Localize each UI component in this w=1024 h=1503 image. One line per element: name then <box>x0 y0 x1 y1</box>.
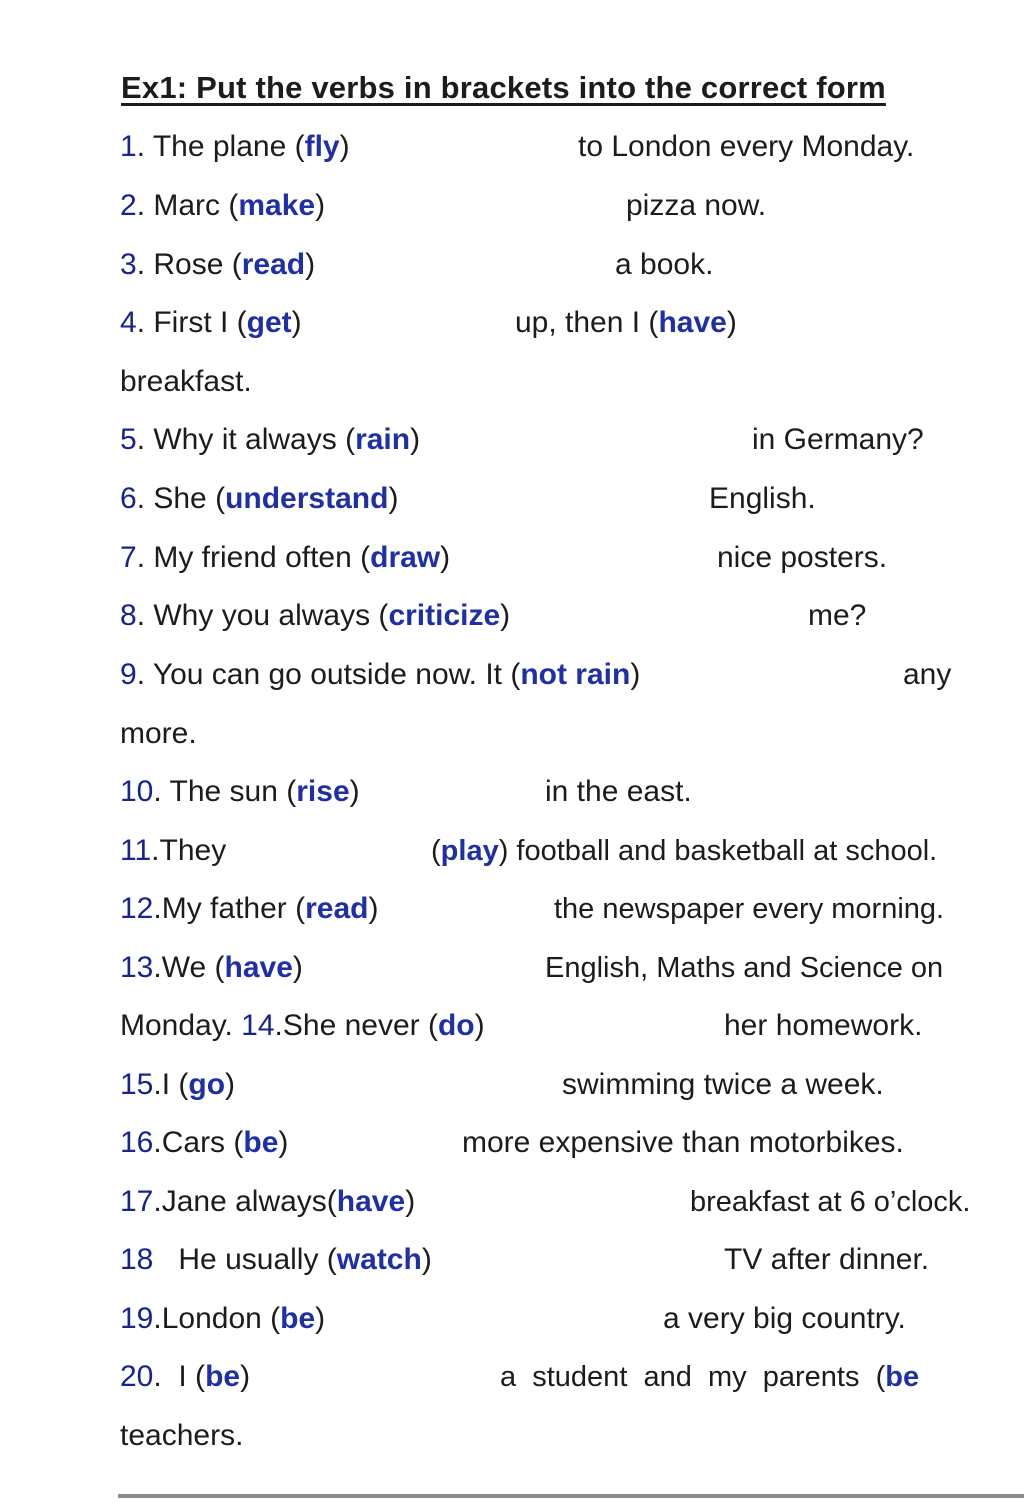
item-20-prompt: 20. I (be) <box>120 1360 251 1393</box>
item-number: 5 <box>120 423 137 456</box>
item-number: 14 <box>241 1009 275 1042</box>
item-6-rest: English. <box>709 482 816 515</box>
verb-hint: rise <box>296 775 350 808</box>
item-13-prompt: 13.We (have) <box>120 951 303 984</box>
verb-hint: watch <box>336 1243 422 1276</box>
verb-hint: have <box>658 306 727 339</box>
item-19-rest: a very big country. <box>663 1302 906 1335</box>
item-3-prompt: 3. Rose (read) <box>120 248 316 281</box>
item-number: 10 <box>120 775 154 808</box>
item-17-rest: breakfast at 6 o’clock. <box>690 1186 971 1218</box>
item-number: 4 <box>120 306 137 339</box>
item-number: 19 <box>120 1302 154 1335</box>
item-number: 17 <box>120 1185 154 1218</box>
item-1-prompt: 1. The plane (fly) <box>120 130 350 163</box>
item-number: 12 <box>120 892 154 925</box>
item-number: 7 <box>120 541 137 574</box>
verb-hint: understand <box>225 482 389 515</box>
item-13-14-line: Monday. 14.She never (do) <box>120 1009 485 1042</box>
verb-hint: read <box>241 248 306 281</box>
item-number: 11 <box>120 834 152 867</box>
item-number: 16 <box>120 1126 154 1159</box>
item-16-prompt: 16.Cars (be) <box>120 1126 289 1159</box>
item-3-rest: a book. <box>615 248 714 281</box>
item-number: 18 <box>120 1243 154 1276</box>
item-8-prompt: 8. Why you always (criticize) <box>120 599 511 632</box>
verb-hint: draw <box>370 541 441 574</box>
item-12-rest: the newspaper every morning. <box>554 893 945 925</box>
item-18-rest: TV after dinner. <box>724 1243 930 1276</box>
item-10-rest: in the east. <box>545 775 692 808</box>
item-number: 8 <box>120 599 137 632</box>
verb-hint: be <box>205 1360 241 1393</box>
verb-hint: be <box>885 1361 920 1393</box>
item-11-rest: (play) football and basketball at school. <box>431 835 938 867</box>
item-6-prompt: 6. She (understand) <box>120 482 399 515</box>
exercise-title: Ex1: Put the verbs in brackets into the correct form <box>121 70 886 105</box>
item-number: 2 <box>120 189 137 222</box>
verb-hint: be <box>243 1126 279 1159</box>
item-8-rest: me? <box>808 599 867 632</box>
item-1-rest: to London every Monday. <box>578 130 915 163</box>
verb-hint: not rain <box>520 658 631 691</box>
verb-hint: do <box>437 1009 475 1042</box>
item-20-rest: a student and my parents (be <box>500 1361 920 1393</box>
item-12-prompt: 12.My father (read) <box>120 892 379 925</box>
item-5-prompt: 5. Why it always (rain) <box>120 423 421 456</box>
bottom-divider <box>118 1494 1024 1498</box>
item-15-prompt: 15.I (go) <box>120 1068 236 1101</box>
item-5-rest: in Germany? <box>752 423 924 456</box>
item-19-prompt: 19.London (be) <box>120 1302 326 1335</box>
verb-hint: have <box>224 951 293 984</box>
verb-hint: get <box>246 306 292 339</box>
item-number: 6 <box>120 482 137 515</box>
verb-hint: read <box>305 892 369 925</box>
verb-hint: rain <box>355 423 411 456</box>
item-2-prompt: 2. Marc (make) <box>120 189 326 222</box>
item-13-rest: English, Maths and Science on <box>545 952 944 984</box>
item-2-rest: pizza now. <box>626 189 767 222</box>
item-number: 9 <box>120 658 137 691</box>
item-20-continuation: teachers. <box>120 1419 244 1452</box>
verb-hint: fly <box>304 130 340 163</box>
item-7-prompt: 7. My friend often (draw) <box>120 541 451 574</box>
item-18-prompt: 18 He usually (watch) <box>120 1243 432 1276</box>
item-9-prompt: 9. You can go outside now. It (not rain) <box>120 658 641 691</box>
verb-hint: go <box>188 1068 226 1101</box>
item-14-rest: her homework. <box>724 1009 923 1042</box>
item-number: 3 <box>120 248 137 281</box>
item-4-continuation: breakfast. <box>120 365 252 398</box>
item-4-mid: up, then I (have) <box>515 306 737 339</box>
item-7-rest: nice posters. <box>717 541 888 574</box>
item-number: 1 <box>120 130 137 163</box>
item-11-prompt: 11.They <box>120 834 227 867</box>
item-number: 20 <box>120 1360 154 1393</box>
item-10-prompt: 10. The sun (rise) <box>120 775 360 808</box>
item-13-continuation: Monday. <box>120 1009 242 1042</box>
verb-hint: play <box>440 835 499 867</box>
item-9-rest: any <box>903 658 952 691</box>
item-number: 13 <box>120 951 154 984</box>
verb-hint: criticize <box>388 599 501 632</box>
item-17-prompt: 17.Jane always(have) <box>120 1185 416 1218</box>
item-15-rest: swimming twice a week. <box>562 1068 884 1101</box>
verb-hint: have <box>336 1185 406 1218</box>
item-4-prompt: 4. First I (get) <box>120 306 302 339</box>
item-9-continuation: more. <box>120 717 197 750</box>
item-number: 15 <box>120 1068 154 1101</box>
verb-hint: be <box>280 1302 316 1335</box>
item-16-rest: more expensive than motorbikes. <box>462 1126 904 1159</box>
verb-hint: make <box>238 189 316 222</box>
